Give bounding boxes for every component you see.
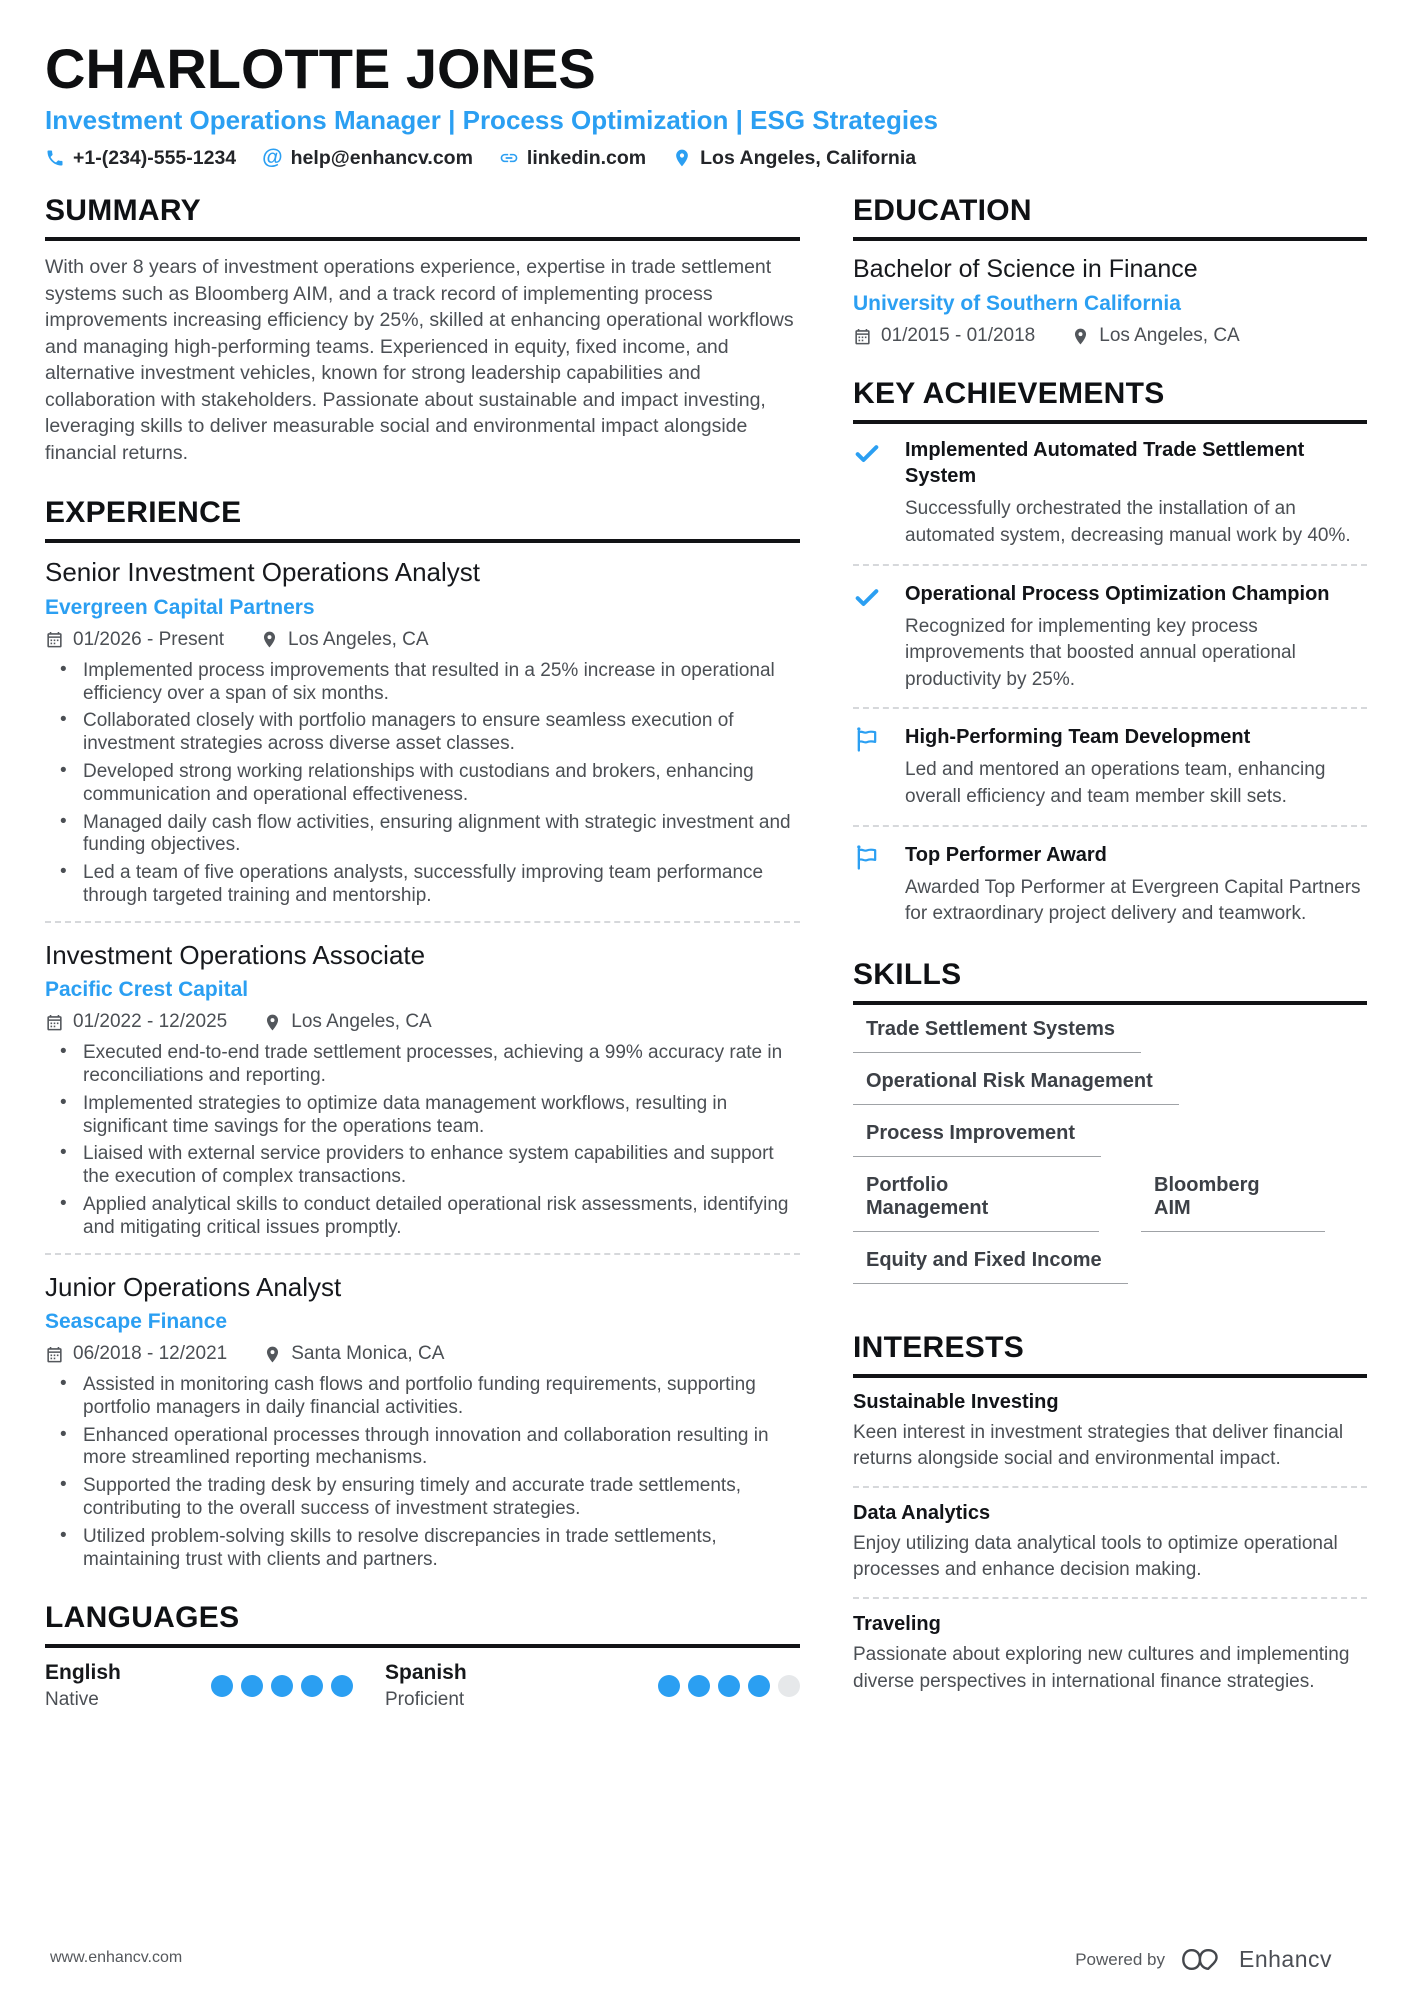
location-pin-icon	[1071, 327, 1090, 346]
job-bullet: • Executed end-to-end trade settlement processes, achieving a 99% accuracy rate in reconciliations and reporting.	[60, 1042, 800, 1088]
calendar-icon	[45, 1013, 64, 1032]
achievements-section	[853, 377, 1367, 927]
interest-description: Passionate about exploring new cultures and implementing diverse perspectives in international finance strategies.	[853, 1644, 1350, 1692]
job-title: Junior Operations Analyst	[45, 1271, 342, 1302]
job-location: Los Angeles, CA	[260, 629, 428, 651]
footer-website[interactable]: www.enhancv.com	[50, 1949, 183, 1966]
contact-email-value: help@enhancv.com	[290, 146, 473, 169]
phone-icon	[45, 148, 65, 168]
contact-phone[interactable]	[45, 147, 236, 170]
location-pin-icon	[263, 1013, 282, 1032]
job-bullet: • Enhanced operational processes through innovation and collaboration resulting in more streamlined reporting mechanisms.	[60, 1425, 800, 1471]
skill-item: Bloomberg AIM	[1141, 1174, 1325, 1232]
job-meta	[45, 1011, 800, 1033]
job-bullets	[60, 1374, 800, 1571]
divider	[45, 921, 800, 923]
skill-item: Operational Risk Management	[853, 1070, 1179, 1105]
candidate-title: Investment Operations Manager | Process Optimization | ESG Strategies	[45, 104, 939, 135]
contact-row	[45, 146, 1367, 170]
proficiency-dot-filled	[301, 1675, 323, 1697]
contact-linkedin-value: linkedin.com	[526, 146, 647, 169]
language-item	[385, 1661, 800, 1711]
job-bullet: • Implemented process improvements that resulted in a 25% increase in operational efficiency over a span of six months.	[60, 660, 800, 706]
achievement-item	[853, 724, 1367, 810]
interest-item	[853, 1391, 1367, 1473]
footer-powered-by[interactable]	[1075, 1946, 1332, 1973]
enhancv-logo-icon	[1179, 1946, 1225, 1973]
education-location: Los Angeles, CA	[1071, 325, 1239, 347]
calendar-icon	[853, 327, 872, 346]
job-meta	[45, 629, 800, 651]
powered-by-label: Powered by	[1075, 1949, 1165, 1969]
language-proficiency-dots	[658, 1675, 800, 1697]
achievement-title: Operational Process Optimization Champion	[905, 582, 1330, 605]
interest-item	[853, 1613, 1367, 1695]
divider	[853, 1486, 1367, 1488]
resume-header	[45, 38, 1367, 170]
contact-linkedin[interactable]	[499, 147, 646, 170]
divider	[853, 1597, 1367, 1599]
skill-item: Trade Settlement Systems	[853, 1018, 1141, 1053]
summary-section	[45, 194, 800, 466]
job-entry	[45, 556, 800, 907]
divider	[45, 1253, 800, 1255]
job-company: Evergreen Capital Partners	[45, 595, 315, 619]
flag-icon	[853, 724, 905, 759]
job-bullet: • Assisted in monitoring cash flows and portfolio funding requirements, supporting portfolio managers in daily financial activities.	[60, 1374, 800, 1420]
language-name: English	[45, 1661, 121, 1685]
job-bullet: • Applied analytical skills to conduct detailed operational risk assessments, identifying and mitigating critical issues promptly.	[60, 1194, 800, 1240]
skills-heading: SKILLS	[853, 958, 1367, 1005]
divider	[853, 825, 1367, 827]
job-dates: 01/2022 - 12/2025	[45, 1011, 227, 1033]
interests-section	[853, 1331, 1367, 1696]
language-item	[45, 1661, 385, 1711]
job-title: Senior Investment Operations Analyst	[45, 557, 481, 588]
job-bullet: • Utilized problem-solving skills to resolve discrepancies in trade settlements, maintaining trust with clients and partners.	[60, 1526, 800, 1572]
achievements-heading: KEY ACHIEVEMENTS	[853, 377, 1367, 424]
job-location: Santa Monica, CA	[263, 1343, 444, 1365]
job-dates: 06/2018 - 12/2021	[45, 1343, 227, 1365]
job-company: Seascape Finance	[45, 1310, 228, 1334]
job-bullet: • Led a team of five operations analysts, successfully improving team performance through targeted training and mentorship.	[60, 862, 800, 908]
enhancv-brand-text: Enhancv	[1238, 1946, 1332, 1972]
achievement-description: Led and mentored an operations team, enhancing overall efficiency and team member skill sets.	[905, 759, 1326, 807]
achievement-item	[853, 581, 1367, 694]
job-bullets	[60, 1042, 800, 1239]
achievement-description: Awarded Top Performer at Evergreen Capital Partners for extraordinary project delivery and teamwork.	[905, 876, 1361, 925]
email-icon: @	[262, 146, 283, 170]
skills-section	[853, 958, 1367, 1301]
achievement-description: Recognized for implementing key process improvements that boosted annual operational productivity by 25%.	[905, 615, 1296, 690]
divider	[853, 707, 1367, 709]
proficiency-dot-empty	[778, 1675, 800, 1697]
summary-heading: SUMMARY	[45, 194, 800, 241]
job-bullet: • Implemented strategies to optimize data management workflows, resulting in significant time savings for the operations team.	[60, 1093, 800, 1139]
interests-heading: INTERESTS	[853, 1331, 1367, 1378]
proficiency-dot-filled	[241, 1675, 263, 1697]
summary-text: With over 8 years of investment operations experience, expertise in trade settlement systems such as Bloomberg AIM, and a track record of implementing process improvements increasing efficiency by 25%, skilled at enhancing operational workflows and managing high-performing teams. Experienced in equity, fixed income, and alternative investment vehicles, known for strong leadership capabilities and collaboration with stakeholders. Passionate about sustainable and impact investing, leveraging skills to deliver measurable social and environmental impact alongside financial returns.	[45, 256, 794, 464]
contact-email[interactable]	[262, 146, 473, 170]
job-bullets	[60, 660, 800, 908]
proficiency-dot-filled	[211, 1675, 233, 1697]
proficiency-dot-filled	[331, 1675, 353, 1697]
skill-item: Equity and Fixed Income	[853, 1249, 1128, 1284]
contact-location	[672, 147, 916, 170]
proficiency-dot-filled	[658, 1675, 680, 1697]
education-heading: EDUCATION	[853, 194, 1367, 241]
contact-location-value: Los Angeles, California	[700, 146, 917, 169]
job-location: Los Angeles, CA	[263, 1011, 431, 1033]
location-pin-icon	[672, 148, 692, 168]
contact-phone-value: +1-(234)-555-1234	[73, 146, 237, 169]
languages-section	[45, 1601, 800, 1711]
interest-title: Traveling	[853, 1613, 941, 1636]
education-dates: 01/2015 - 01/2018	[853, 325, 1035, 347]
achievement-title: Top Performer Award	[905, 843, 1107, 866]
language-proficiency-dots	[211, 1675, 353, 1697]
job-entry	[45, 1271, 800, 1572]
education-section	[853, 194, 1367, 347]
link-icon	[499, 148, 519, 168]
check-icon	[853, 581, 905, 616]
proficiency-dot-filled	[718, 1675, 740, 1697]
language-level: Native	[45, 1689, 99, 1711]
check-icon	[853, 437, 905, 472]
interest-title: Sustainable Investing	[853, 1390, 1059, 1413]
skill-item: Process Improvement	[853, 1122, 1101, 1157]
education-school: University of Southern California	[853, 292, 1181, 316]
experience-section	[45, 496, 800, 1571]
language-level: Proficient	[385, 1689, 465, 1711]
education-meta	[853, 325, 1367, 347]
interest-description: Enjoy utilizing data analytical tools to optimize operational processes and enhance decision making.	[853, 1532, 1338, 1581]
job-entry	[45, 939, 800, 1240]
job-bullet: • Developed strong working relationships with custodians and brokers, enhancing communication and operational effectiveness.	[60, 761, 800, 807]
calendar-icon	[45, 630, 64, 649]
achievement-title: High-Performing Team Development	[905, 726, 1251, 749]
job-bullet: • Managed daily cash flow activities, ensuring alignment with strategic investment and funding objectives.	[60, 812, 800, 858]
achievement-title: Implemented Automated Trade Settlement System	[905, 439, 1305, 488]
location-pin-icon	[260, 630, 279, 649]
achievement-item	[853, 437, 1367, 549]
location-pin-icon	[263, 1345, 282, 1364]
skill-item: Portfolio Management	[853, 1174, 1099, 1232]
calendar-icon	[45, 1345, 64, 1364]
interest-title: Data Analytics	[853, 1501, 991, 1524]
flag-icon	[853, 842, 905, 877]
languages-heading: LANGUAGES	[45, 1601, 800, 1648]
language-name: Spanish	[385, 1661, 467, 1685]
job-company: Pacific Crest Capital	[45, 978, 249, 1002]
interest-description: Keen interest in investment strategies that deliver financial returns alongside social and environmental impact.	[853, 1421, 1344, 1470]
proficiency-dot-filled	[688, 1675, 710, 1697]
job-bullet: • Collaborated closely with portfolio managers to ensure seamless execution of investment strategies across diverse asset classes.	[60, 710, 800, 756]
job-bullet: • Liaised with external service providers to enhance system capabilities and support the execution of complex transactions.	[60, 1143, 800, 1189]
achievement-item	[853, 842, 1367, 928]
job-bullet: • Supported the trading desk by ensuring timely and accurate trade settlements, contributing to the overall success of investment strategies.	[60, 1475, 800, 1521]
proficiency-dot-filled	[271, 1675, 293, 1697]
divider	[853, 564, 1367, 566]
job-meta	[45, 1343, 800, 1365]
job-dates: 01/2026 - Present	[45, 629, 224, 651]
interest-item	[853, 1502, 1367, 1584]
education-degree: Bachelor of Science in Finance	[853, 255, 1198, 284]
proficiency-dot-filled	[748, 1675, 770, 1697]
candidate-name: CHARLOTTE JONES	[45, 37, 596, 100]
achievement-description: Successfully orchestrated the installation of an automated system, decreasing manual work by 40%.	[905, 498, 1351, 546]
job-title: Investment Operations Associate	[45, 939, 426, 970]
experience-heading: EXPERIENCE	[45, 496, 800, 543]
